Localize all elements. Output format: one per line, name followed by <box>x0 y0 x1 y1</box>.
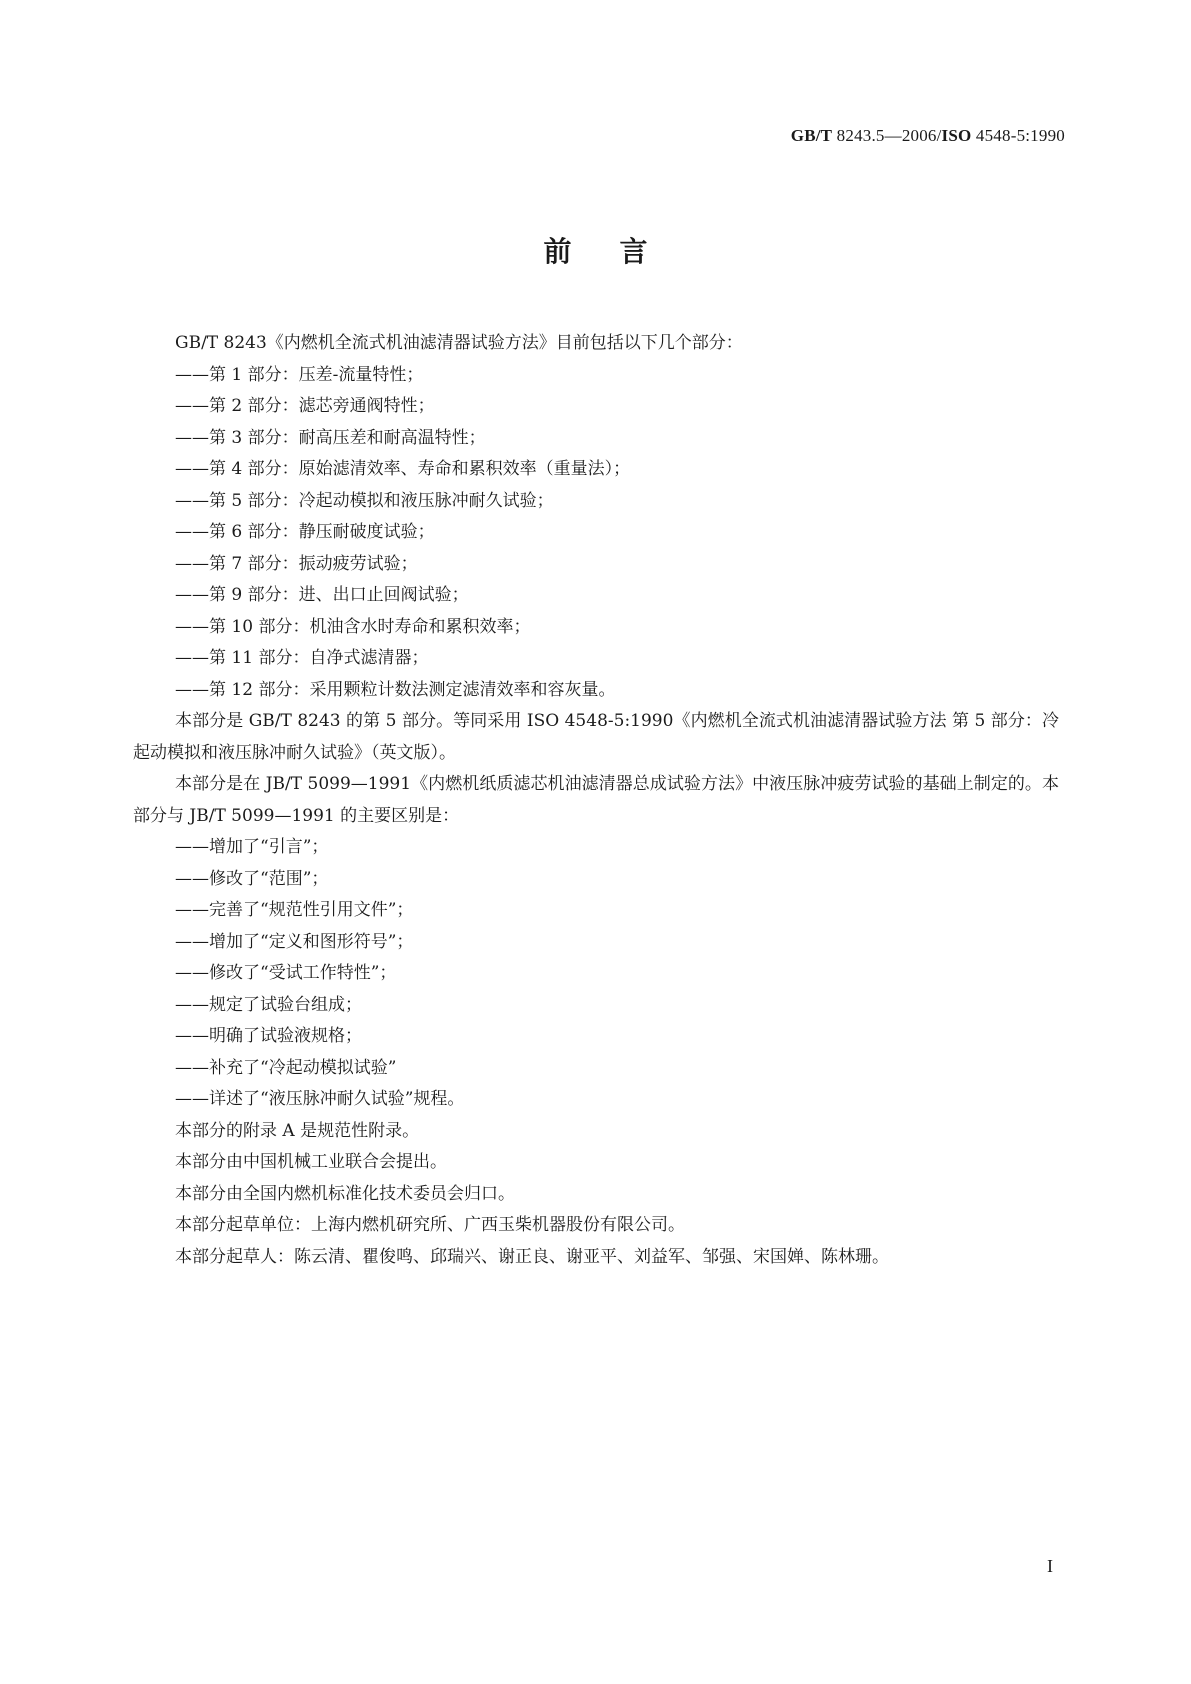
standard-gb-prefix: GB/T <box>790 126 833 145</box>
part-list-item: ——第 6 部分：静压耐破度试验； <box>175 522 435 542</box>
part-list-item: ——第 11 部分：自净式滤清器； <box>175 648 429 668</box>
part-list-item: ——第 12 部分：采用颗粒计数法测定滤清效率和容灰量。 <box>175 679 616 700</box>
annex-note: 本部分的附录 A 是规范性附录。 <box>175 1120 420 1141</box>
proposer-note: 本部分由中国机械工业联合会提出。 <box>175 1152 447 1172</box>
standard-iso-number: 4548-5:1990 <box>971 126 1065 145</box>
change-list-item: ——完善了“规范性引用文件”； <box>175 900 414 920</box>
page-number: I <box>1047 1556 1053 1576</box>
part-list-item: ——第 1 部分：压差-流量特性； <box>175 364 424 385</box>
standard-gb-number: 8243.5—2006/ <box>832 126 942 145</box>
intro-paragraph: GB/T 8243《内燃机全流式机油滤清器试验方法》目前包括以下几个部分： <box>175 333 743 353</box>
page-title: 前言 <box>543 235 696 268</box>
change-list-item: ——修改了“范围”； <box>175 868 329 889</box>
part-list-item: ——第 7 部分：振动疲劳试验； <box>175 553 418 574</box>
drafters: 本部分起草人：陈云清、瞿俊鸣、邱瑞兴、谢正良、谢亚平、刘益军、邹强、宋国婵、陈林珊。 <box>175 1246 889 1267</box>
part-list-item: ——第 4 部分：原始滤清效率、寿命和累积效率（重量法）； <box>175 459 631 479</box>
part-list-item: ——第 9 部分：进、出口止回阀试验； <box>175 585 469 605</box>
standard-iso-prefix: ISO <box>941 126 972 145</box>
part-list-item: ——第 5 部分：冷起动模拟和液压脉冲耐久试验； <box>175 490 554 511</box>
foreword-body <box>133 328 1059 1273</box>
change-list-item: ——规定了试验台组成； <box>175 994 362 1015</box>
change-list-item: ——详述了“液压脉冲耐久试验”规程。 <box>175 1089 465 1109</box>
change-list-item: ——增加了“引言”； <box>175 837 329 857</box>
change-list-item: ——修改了“受试工作特性”； <box>175 963 397 983</box>
committee-note: 本部分由全国内燃机标准化技术委员会归口。 <box>175 1183 515 1204</box>
change-list-item: ——增加了“定义和图形符号”； <box>175 931 414 952</box>
change-list-item: ——明确了试验液规格； <box>175 1026 362 1046</box>
adoption-paragraph: 本部分是 GB/T 8243 的第 5 部分。等同采用 ISO 4548-5:1990《内燃机全流式机油滤清器试验方法 第 5 部分：冷起动模拟和液压脉冲耐久试验》（英文版）。 <box>133 711 1059 763</box>
part-list-item: ——第 2 部分：滤芯旁通阀特性； <box>175 396 435 416</box>
standard-code <box>791 126 1065 146</box>
part-list-item: ——第 10 部分：机油含水时寿命和累积效率； <box>175 616 531 637</box>
change-list-item: ——补充了“冷起动模拟试验” <box>175 1057 397 1078</box>
basis-paragraph: 本部分是在 JB/T 5099—1991《内燃机纸质滤芯机油滤清器总成试验方法》中液压脉冲疲劳试验的基础上制定的。本部分与 JB/T 5099—1991 的主要区别是： <box>133 774 1059 826</box>
drafting-units: 本部分起草单位：上海内燃机研究所、广西玉柴机器股份有限公司。 <box>175 1215 685 1235</box>
part-list-item: ——第 3 部分：耐高压差和耐高温特性； <box>175 427 486 448</box>
